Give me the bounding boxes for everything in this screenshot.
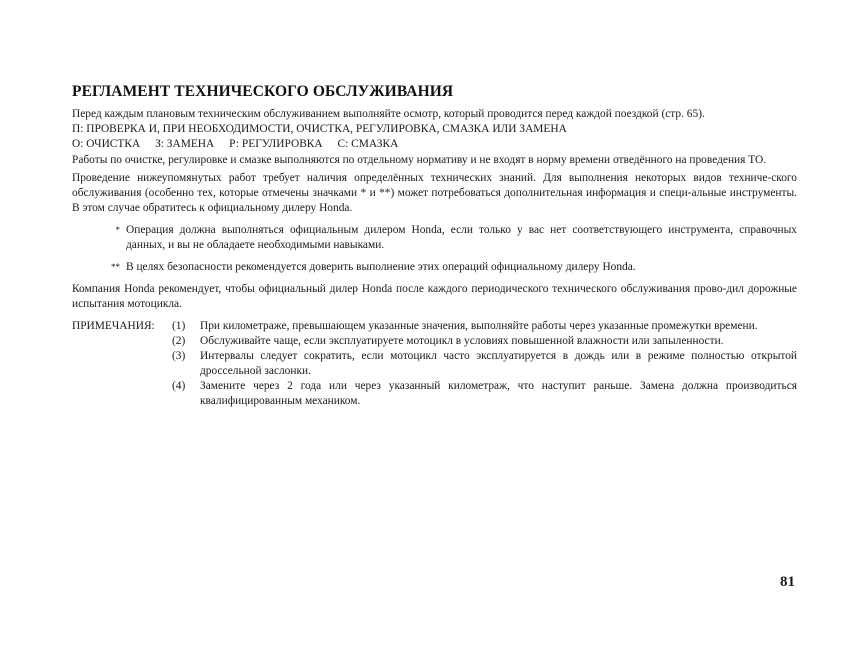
legend-line-2 [72, 137, 797, 152]
note-item [172, 319, 797, 334]
legend-lubricate: С: СМАЗКА [337, 138, 399, 150]
note-text: Обслуживайте чаще, если эксплуатируете мотоцикл в условиях повышенной влажности или запыленности. [200, 335, 724, 347]
note-text: При километраже, превышающем указанные значения, выполняйте работы через указанные промежутки времени. [200, 320, 758, 332]
note-number: (4) [172, 380, 186, 392]
note-item [172, 334, 797, 349]
note-number: (3) [172, 350, 186, 362]
single-asterisk-mark: * [115, 225, 120, 235]
intro-paragraph: Перед каждым плановым техническим обслуживанием выполняйте осмотр, который проводится перед каждой поездкой (стр. 65). [72, 108, 705, 120]
legend-clean: О: ОЧИСТКА [72, 138, 141, 150]
double-asterisk-mark: ** [111, 262, 120, 272]
knowledge-paragraph: Проведение нижеупомянутых работ требует наличия определённых технических знаний. Для выполнения некоторых видов техниче-ского обслуживания (особенно тех, которые отмечены значками * и **) может потребоваться дополнительная информация и специ-альные инструменты. В этом случае обратитесь к официальному дилеру Honda. [72, 172, 797, 214]
note-item [172, 379, 797, 409]
legend-replace: З: ЗАМЕНА [155, 138, 215, 150]
bullet-text: Операция должна выполняться официальным дилером Honda, если только у вас нет соответствующего инструмента, справочных данных, и вы не обладаете необходимыми навыками. [126, 224, 797, 251]
bullet-text: В целях безопасности рекомендуется доверить выполнение этих операций официальному дилеру Honda. [126, 261, 636, 273]
page-title: РЕГЛАМЕНТ ТЕХНИЧЕСКОГО ОБСЛУЖИВАНИЯ [72, 83, 454, 100]
note-text: Замените через 2 года или через указанный километраж, что наступит раньше. Замена должна производиться квалифицированным механиком. [200, 380, 797, 407]
legend-line-1: П: ПРОВЕРКА И, ПРИ НЕОБХОДИМОСТИ, ОЧИСТКА, РЕГУЛИРОВКА, СМАЗКА ИЛИ ЗАМЕНА [72, 123, 567, 135]
cleaning-paragraph: Работы по очистке, регулировке и смазке выполняются по отдельному нормативу и не входят в норму времени отведённого на проведения ТО. [72, 154, 767, 166]
note-item [172, 349, 797, 379]
note-number: (2) [172, 335, 186, 347]
bullet-dealer [72, 223, 797, 253]
note-text: Интервалы следует сократить, если мотоцикл часто эксплуатируется в дождь или в режиме полностью открытой дроссельной заслонки. [200, 350, 797, 377]
notes-section [72, 319, 797, 409]
recommend-paragraph: Компания Honda рекомендует, чтобы официальный дилер Honda после каждого периодического технического обслуживания прово-дил дорожные испытания мотоцикла. [72, 283, 797, 310]
legend-adjust: Р: РЕГУЛИРОВКА [229, 138, 323, 150]
bullet-safety [72, 260, 797, 275]
page-number: 81 [780, 574, 795, 590]
notes-list [172, 319, 797, 409]
note-number: (1) [172, 320, 186, 332]
manual-page [72, 83, 797, 409]
notes-label: ПРИМЕЧАНИЯ: [72, 320, 155, 332]
